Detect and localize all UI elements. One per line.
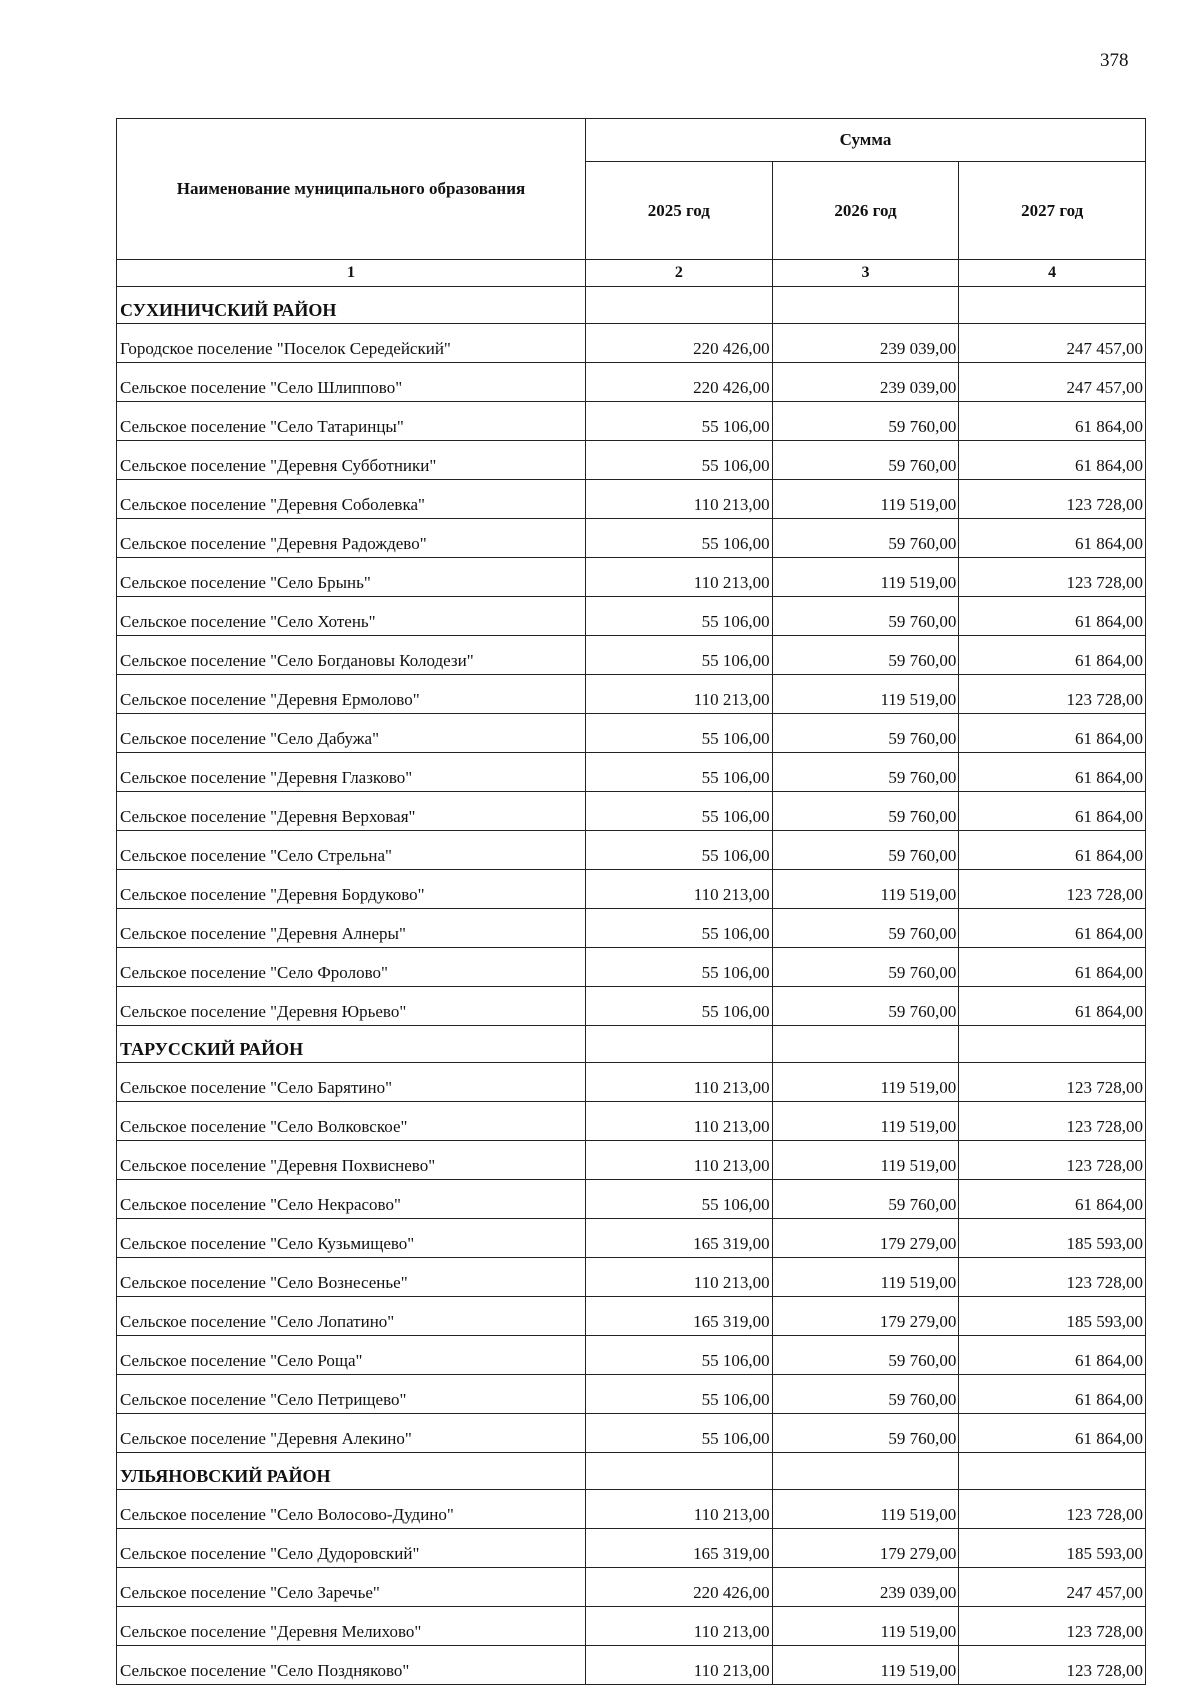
- amount-2026: 119 519,00: [772, 1102, 959, 1141]
- district-name: УЛЬЯНОВСКИЙ РАЙОН: [117, 1453, 586, 1490]
- amount-2025: 55 106,00: [586, 714, 773, 753]
- table-row: [117, 909, 1146, 948]
- amount-2027: 185 593,00: [959, 1529, 1146, 1568]
- municipality-name: Сельское поселение "Деревня Алнеры": [117, 909, 586, 948]
- municipality-name: Сельское поселение "Деревня Соболевка": [117, 480, 586, 519]
- amount-2025: 110 213,00: [586, 558, 773, 597]
- amount-2027: 61 864,00: [959, 753, 1146, 792]
- empty-cell: [586, 1453, 773, 1490]
- amount-2026: 59 760,00: [772, 831, 959, 870]
- amount-2027: 61 864,00: [959, 636, 1146, 675]
- column-number: 3: [772, 260, 959, 287]
- table-row: [117, 792, 1146, 831]
- amount-2026: 59 760,00: [772, 1336, 959, 1375]
- amount-2026: 179 279,00: [772, 1529, 959, 1568]
- amount-2025: 110 213,00: [586, 1646, 773, 1685]
- column-number: 2: [586, 260, 773, 287]
- amount-2026: 239 039,00: [772, 324, 959, 363]
- amount-2025: 110 213,00: [586, 1063, 773, 1102]
- table-row: [117, 519, 1146, 558]
- municipality-name: Сельское поселение "Село Брынь": [117, 558, 586, 597]
- municipality-name: Сельское поселение "Село Шлиппово": [117, 363, 586, 402]
- amount-2025: 165 319,00: [586, 1297, 773, 1336]
- amount-2025: 55 106,00: [586, 831, 773, 870]
- amount-2027: 61 864,00: [959, 987, 1146, 1026]
- amount-2025: 110 213,00: [586, 675, 773, 714]
- amount-2027: 61 864,00: [959, 1414, 1146, 1453]
- municipality-name: Сельское поселение "Деревня Алекино": [117, 1414, 586, 1453]
- page-number: 378: [1100, 50, 1129, 71]
- table-row: [117, 948, 1146, 987]
- table-row: [117, 558, 1146, 597]
- municipality-name: Сельское поселение "Деревня Субботники": [117, 441, 586, 480]
- amount-2026: 59 760,00: [772, 402, 959, 441]
- amount-2025: 55 106,00: [586, 1414, 773, 1453]
- amount-2025: 220 426,00: [586, 363, 773, 402]
- amount-2026: 239 039,00: [772, 363, 959, 402]
- municipality-name: Сельское поселение "Деревня Радождево": [117, 519, 586, 558]
- amount-2025: 55 106,00: [586, 1180, 773, 1219]
- amount-2026: 59 760,00: [772, 519, 959, 558]
- amount-2025: 110 213,00: [586, 1258, 773, 1297]
- amount-2026: 59 760,00: [772, 909, 959, 948]
- municipality-name: Сельское поселение "Село Роща": [117, 1336, 586, 1375]
- amount-2025: 110 213,00: [586, 870, 773, 909]
- municipality-name: Сельское поселение "Деревня Верховая": [117, 792, 586, 831]
- amount-2027: 61 864,00: [959, 948, 1146, 987]
- municipality-name: Сельское поселение "Село Волосово-Дудино": [117, 1490, 586, 1529]
- table-row: [117, 870, 1146, 909]
- column-header-2025: 2025 год: [586, 162, 773, 260]
- table-row: [117, 1258, 1146, 1297]
- amount-2025: 55 106,00: [586, 1375, 773, 1414]
- amount-2025: 55 106,00: [586, 441, 773, 480]
- municipality-name: Сельское поселение "Село Татаринцы": [117, 402, 586, 441]
- municipality-name: Сельское поселение "Село Дудоровский": [117, 1529, 586, 1568]
- table-row: [117, 1219, 1146, 1258]
- table-row: [117, 1607, 1146, 1646]
- amount-2027: 61 864,00: [959, 714, 1146, 753]
- amount-2026: 59 760,00: [772, 987, 959, 1026]
- municipality-name: Сельское поселение "Деревня Глазково": [117, 753, 586, 792]
- amount-2025: 55 106,00: [586, 597, 773, 636]
- amount-2026: 119 519,00: [772, 870, 959, 909]
- amount-2027: 123 728,00: [959, 1258, 1146, 1297]
- amount-2027: 123 728,00: [959, 558, 1146, 597]
- table-row: [117, 1529, 1146, 1568]
- amount-2026: 179 279,00: [772, 1297, 959, 1336]
- amount-2026: 239 039,00: [772, 1568, 959, 1607]
- table-row: [117, 480, 1146, 519]
- amount-2027: 61 864,00: [959, 831, 1146, 870]
- amount-2026: 119 519,00: [772, 558, 959, 597]
- table-row: [117, 1297, 1146, 1336]
- amount-2026: 59 760,00: [772, 1180, 959, 1219]
- district-name: СУХИНИЧСКИЙ РАЙОН: [117, 287, 586, 324]
- table-row: [117, 1336, 1146, 1375]
- amount-2025: 55 106,00: [586, 519, 773, 558]
- amount-2026: 119 519,00: [772, 1141, 959, 1180]
- amount-2025: 220 426,00: [586, 1568, 773, 1607]
- district-row: [117, 287, 1146, 324]
- table-row: [117, 441, 1146, 480]
- amount-2025: 110 213,00: [586, 1102, 773, 1141]
- municipality-name: Сельское поселение "Село Вознесенье": [117, 1258, 586, 1297]
- amount-2025: 55 106,00: [586, 909, 773, 948]
- amount-2026: 59 760,00: [772, 753, 959, 792]
- table-row: [117, 597, 1146, 636]
- municipality-name: Сельское поселение "Село Барятино": [117, 1063, 586, 1102]
- amount-2025: 220 426,00: [586, 324, 773, 363]
- amount-2025: 55 106,00: [586, 987, 773, 1026]
- table-row: [117, 402, 1146, 441]
- amount-2027: 123 728,00: [959, 1063, 1146, 1102]
- amount-2026: 119 519,00: [772, 480, 959, 519]
- table-row: [117, 324, 1146, 363]
- amount-2027: 61 864,00: [959, 909, 1146, 948]
- municipality-name: Сельское поселение "Село Стрельна": [117, 831, 586, 870]
- district-row: [117, 1453, 1146, 1490]
- amount-2026: 179 279,00: [772, 1219, 959, 1258]
- amount-2025: 110 213,00: [586, 480, 773, 519]
- district-name: ТАРУССКИЙ РАЙОН: [117, 1026, 586, 1063]
- empty-cell: [772, 1453, 959, 1490]
- amount-2027: 123 728,00: [959, 1646, 1146, 1685]
- amount-2027: 247 457,00: [959, 1568, 1146, 1607]
- amount-2027: 123 728,00: [959, 675, 1146, 714]
- amount-2026: 59 760,00: [772, 792, 959, 831]
- empty-cell: [772, 287, 959, 324]
- municipality-name: Сельское поселение "Село Некрасово": [117, 1180, 586, 1219]
- municipality-name: Сельское поселение "Село Богдановы Колодези": [117, 636, 586, 675]
- table-row: [117, 1414, 1146, 1453]
- amount-2026: 119 519,00: [772, 1490, 959, 1529]
- amount-2027: 61 864,00: [959, 1336, 1146, 1375]
- empty-cell: [959, 1026, 1146, 1063]
- amount-2025: 55 106,00: [586, 792, 773, 831]
- amount-2027: 61 864,00: [959, 441, 1146, 480]
- table-row: [117, 363, 1146, 402]
- table-row: [117, 1568, 1146, 1607]
- amount-2026: 119 519,00: [772, 1646, 959, 1685]
- table-row: [117, 1646, 1146, 1685]
- table-header: [117, 119, 1146, 287]
- amount-2027: 123 728,00: [959, 1141, 1146, 1180]
- municipality-name: Сельское поселение "Село Заречье": [117, 1568, 586, 1607]
- column-header-name: Наименование муниципального образования: [117, 119, 586, 260]
- amount-2025: 110 213,00: [586, 1607, 773, 1646]
- budget-table: [116, 118, 1146, 1685]
- municipality-name: Сельское поселение "Село Хотень": [117, 597, 586, 636]
- empty-cell: [586, 1026, 773, 1063]
- table-row: [117, 1141, 1146, 1180]
- municipality-name: Сельское поселение "Деревня Бордуково": [117, 870, 586, 909]
- amount-2027: 123 728,00: [959, 870, 1146, 909]
- table-row: [117, 1102, 1146, 1141]
- table-row: [117, 987, 1146, 1026]
- amount-2027: 61 864,00: [959, 402, 1146, 441]
- municipality-name: Сельское поселение "Село Лопатино": [117, 1297, 586, 1336]
- amount-2026: 119 519,00: [772, 675, 959, 714]
- empty-cell: [959, 1453, 1146, 1490]
- amount-2027: 123 728,00: [959, 1490, 1146, 1529]
- table-row: [117, 1375, 1146, 1414]
- amount-2027: 123 728,00: [959, 480, 1146, 519]
- table-row: [117, 753, 1146, 792]
- amount-2025: 55 106,00: [586, 402, 773, 441]
- table-row: [117, 1063, 1146, 1102]
- amount-2025: 110 213,00: [586, 1141, 773, 1180]
- amount-2027: 61 864,00: [959, 519, 1146, 558]
- municipality-name: Сельское поселение "Село Фролово": [117, 948, 586, 987]
- table-row: [117, 1490, 1146, 1529]
- amount-2025: 55 106,00: [586, 948, 773, 987]
- amount-2027: 247 457,00: [959, 324, 1146, 363]
- amount-2026: 59 760,00: [772, 714, 959, 753]
- municipality-name: Сельское поселение "Село Кузьмищево": [117, 1219, 586, 1258]
- table-row: [117, 675, 1146, 714]
- municipality-name: Городское поселение "Поселок Середейский": [117, 324, 586, 363]
- column-number-row: [117, 260, 1146, 287]
- amount-2027: 185 593,00: [959, 1297, 1146, 1336]
- column-header-sum: Сумма: [586, 119, 1146, 162]
- municipality-name: Сельское поселение "Село Волковское": [117, 1102, 586, 1141]
- table-body: [117, 287, 1146, 1685]
- column-number: 1: [117, 260, 586, 287]
- municipality-name: Сельское поселение "Село Петрищево": [117, 1375, 586, 1414]
- amount-2026: 59 760,00: [772, 1414, 959, 1453]
- amount-2027: 61 864,00: [959, 792, 1146, 831]
- municipality-name: Сельское поселение "Деревня Ермолово": [117, 675, 586, 714]
- empty-cell: [772, 1026, 959, 1063]
- empty-cell: [586, 287, 773, 324]
- amount-2027: 123 728,00: [959, 1102, 1146, 1141]
- column-number: 4: [959, 260, 1146, 287]
- amount-2026: 59 760,00: [772, 1375, 959, 1414]
- amount-2026: 119 519,00: [772, 1607, 959, 1646]
- column-header-2026: 2026 год: [772, 162, 959, 260]
- amount-2027: 61 864,00: [959, 597, 1146, 636]
- table-row: [117, 636, 1146, 675]
- amount-2026: 119 519,00: [772, 1063, 959, 1102]
- column-header-2027: 2027 год: [959, 162, 1146, 260]
- amount-2026: 59 760,00: [772, 636, 959, 675]
- amount-2027: 123 728,00: [959, 1607, 1146, 1646]
- empty-cell: [959, 287, 1146, 324]
- amount-2025: 55 106,00: [586, 1336, 773, 1375]
- amount-2025: 165 319,00: [586, 1529, 773, 1568]
- table-row: [117, 714, 1146, 753]
- amount-2026: 59 760,00: [772, 948, 959, 987]
- amount-2027: 185 593,00: [959, 1219, 1146, 1258]
- amount-2027: 61 864,00: [959, 1180, 1146, 1219]
- amount-2025: 110 213,00: [586, 1490, 773, 1529]
- district-row: [117, 1026, 1146, 1063]
- amount-2026: 59 760,00: [772, 597, 959, 636]
- municipality-name: Сельское поселение "Деревня Мелихово": [117, 1607, 586, 1646]
- municipality-name: Сельское поселение "Деревня Юрьево": [117, 987, 586, 1026]
- table-row: [117, 1180, 1146, 1219]
- amount-2026: 59 760,00: [772, 441, 959, 480]
- amount-2027: 247 457,00: [959, 363, 1146, 402]
- amount-2025: 55 106,00: [586, 636, 773, 675]
- amount-2025: 165 319,00: [586, 1219, 773, 1258]
- amount-2025: 55 106,00: [586, 753, 773, 792]
- municipality-name: Сельское поселение "Село Дабужа": [117, 714, 586, 753]
- table-row: [117, 831, 1146, 870]
- municipality-name: Сельское поселение "Село Поздняково": [117, 1646, 586, 1685]
- amount-2027: 61 864,00: [959, 1375, 1146, 1414]
- amount-2026: 119 519,00: [772, 1258, 959, 1297]
- municipality-name: Сельское поселение "Деревня Похвиснево": [117, 1141, 586, 1180]
